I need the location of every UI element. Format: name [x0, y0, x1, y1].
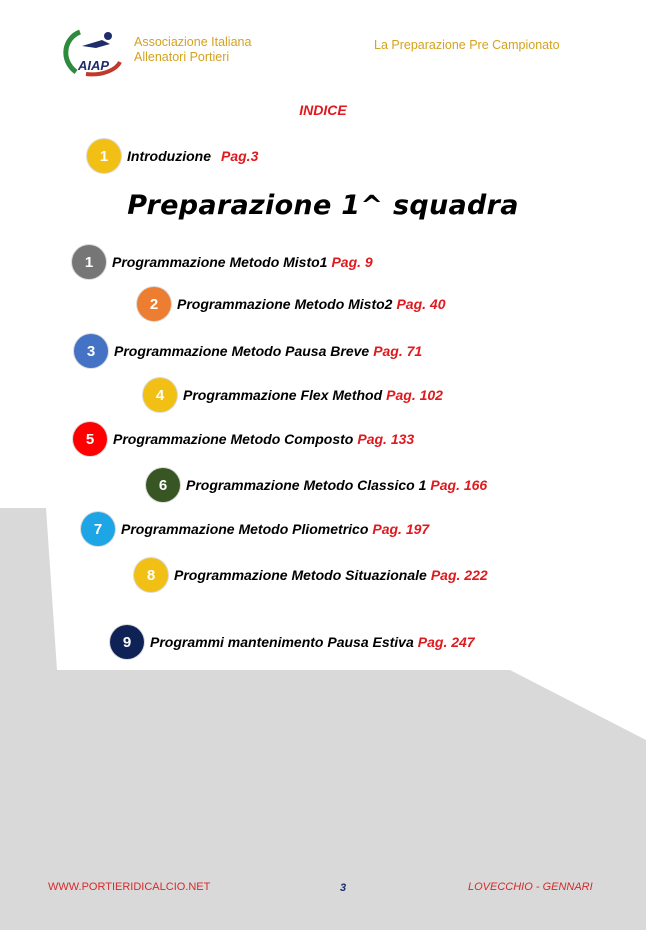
entry-label: Programmazione Metodo Situazionale	[174, 567, 427, 583]
index-entry-intro[interactable]	[87, 139, 258, 173]
number-badge: 8	[134, 558, 168, 592]
number-badge: 3	[74, 334, 108, 368]
index-heading: INDICE	[299, 102, 347, 118]
entry-label: Programmazione Metodo Classico 1	[186, 477, 427, 493]
number-badge: 7	[81, 512, 115, 546]
entry-page: Pag. 166	[430, 477, 488, 493]
index-entry-7[interactable]	[81, 512, 429, 546]
section-title: Preparazione 1^ squadra	[127, 190, 519, 221]
entry-page: Pag. 247	[417, 634, 475, 650]
entry-label: Programmazione Flex Method	[183, 387, 383, 403]
index-entry-1[interactable]	[72, 245, 373, 279]
entry-page: Pag. 102	[386, 387, 443, 403]
index-entry-4[interactable]	[143, 378, 443, 412]
entry-label: Programmi mantenimento Pausa Estiva	[150, 634, 414, 650]
entry-label: Programmazione Metodo Pausa Breve	[114, 343, 370, 359]
number-badge: 6	[146, 468, 180, 502]
org-name-line2: Allenatori Portieri	[134, 50, 230, 64]
number-badge: 9	[110, 625, 144, 659]
entry-page: Pag. 222	[430, 567, 488, 583]
index-entry-3[interactable]	[74, 334, 422, 368]
index-entry-8[interactable]	[134, 558, 488, 592]
entry-label: Programmazione Metodo Misto2	[177, 296, 393, 312]
footer-authors: LOVECCHIO - GENNARI	[468, 881, 593, 893]
entry-label: Programmazione Metodo Pliometrico	[121, 521, 369, 537]
entry-label: Programmazione Metodo Misto1	[112, 254, 328, 270]
entry-page: Pag. 71	[373, 343, 423, 359]
entry-label: Introduzione	[127, 148, 211, 164]
entry-page: Pag.3	[221, 148, 259, 164]
org-name-line1: Associazione Italiana	[134, 35, 252, 49]
entry-label: Programmazione Metodo Composto	[113, 431, 354, 447]
index-entry-2[interactable]	[137, 287, 446, 321]
entry-page: Pag. 9	[331, 254, 373, 270]
entry-page: Pag. 40	[396, 296, 446, 312]
index-entry-9[interactable]	[110, 625, 475, 659]
number-badge: 1	[72, 245, 106, 279]
svg-text:AIAP: AIAP	[78, 58, 110, 73]
number-badge: 5	[73, 422, 107, 456]
index-entry-5[interactable]	[73, 422, 414, 456]
entry-page: Pag. 197	[372, 521, 430, 537]
aiap-logo	[58, 26, 136, 78]
document-title: La Preparazione Pre Campionato	[374, 38, 560, 52]
footer-website: WWW.PORTIERIDICALCIO.NET	[48, 881, 211, 893]
footer-page-number: 3	[340, 882, 347, 894]
entry-page: Pag. 133	[357, 431, 415, 447]
number-badge: 4	[143, 378, 177, 412]
number-badge: 2	[137, 287, 171, 321]
index-entry-6[interactable]	[146, 468, 487, 502]
number-badge: 1	[87, 139, 121, 173]
org-name	[134, 35, 251, 65]
